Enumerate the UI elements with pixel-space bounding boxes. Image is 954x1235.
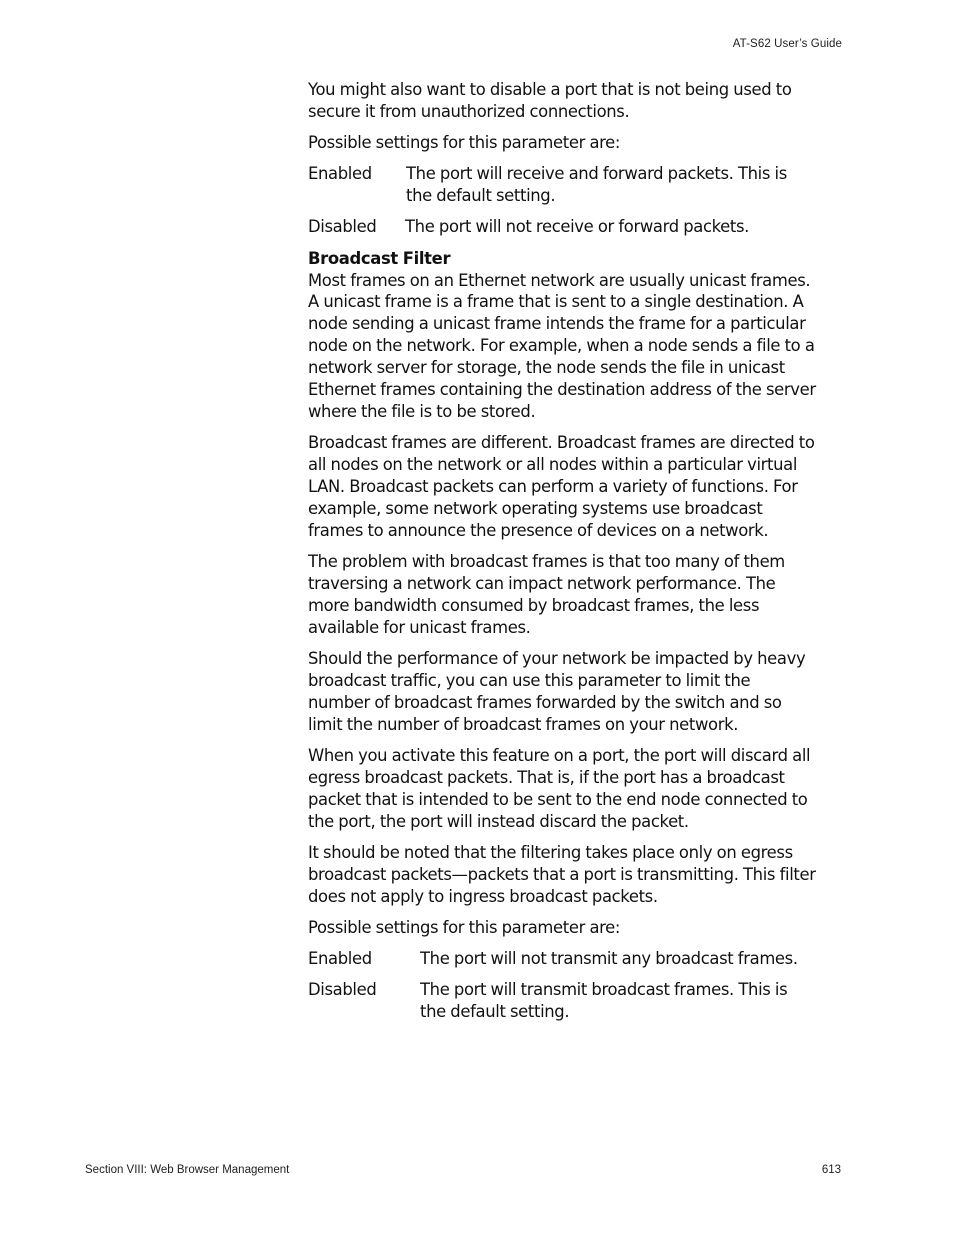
page-number: 613 [821, 1164, 841, 1176]
setting-term: Enabled [308, 948, 372, 968]
body-paragraph: The problem with broadcast frames is that too many of them traversing a network can impact network performance. The more bandwidth consumed by broadcast frames, the less available for unicast frames. [308, 552, 785, 637]
setting-row-disabled [308, 979, 816, 1023]
setting-description: The port will transmit broadcast frames. This is the default setting. [420, 980, 788, 1022]
body-paragraph: When you activate this feature on a port, the port will discard all egress broadcast packets. That is, if the port has a broadcast packet that is intended to be sent to the end node connected to the port, the port will instead discard the packet. [308, 745, 811, 831]
setting-row-enabled [308, 948, 816, 970]
setting-term: Enabled [308, 164, 372, 184]
footer-section-label: Section VIII: Web Browser Management [85, 1164, 290, 1176]
intro-paragraph: You might also want to disable a port that is not being used to secure it from unauthorized connections. [308, 80, 792, 121]
body-paragraph: Most frames on an Ethernet network are usually unicast frames. A unicast frame is a frame that is sent to a single destination. A node sending a unicast frame intends the frame for a particular node on the network. For example, when a node sends a file to a network server for storage, the node sends the file in unicast Ethernet frames containing the destination address of the server where the file is to be stored. [308, 270, 816, 421]
setting-description: The port will not receive or forward packets. [405, 217, 750, 237]
setting-term: Disabled [308, 980, 377, 1000]
setting-term: Disabled [308, 217, 377, 237]
setting-description: The port will receive and forward packets. This is the default setting. [406, 164, 787, 206]
broadcast-filter-section [308, 248, 816, 423]
possible-settings-intro: Possible settings for this parameter are: [308, 133, 621, 153]
page-body [308, 79, 816, 1032]
body-paragraph: Should the performance of your network be impacted by heavy broadcast traffic, you can use this parameter to limit the number of broadcast frames forwarded by the switch and so limit the number of broadcast frames on your network. [308, 648, 806, 734]
setting-description: The port will not transmit any broadcast frames. [420, 948, 798, 968]
section-heading: Broadcast Filter [308, 248, 451, 268]
setting-row-disabled [308, 216, 816, 238]
running-header: AT-S62 User’s Guide [732, 38, 842, 50]
possible-settings-intro: Possible settings for this parameter are: [308, 917, 621, 937]
body-paragraph: It should be noted that the filtering takes place only on egress broadcast packets—packets that a port is transmitting. This filter does not apply to ingress broadcast packets. [308, 842, 816, 906]
setting-row-enabled [308, 163, 816, 207]
body-paragraph: Broadcast frames are different. Broadcast frames are directed to all nodes on the network or all nodes within a particular virtual LAN. Broadcast packets can perform a variety of functions. For example, some network operating systems use broadcast frames to announce the presence of devices on a network. [308, 433, 815, 540]
